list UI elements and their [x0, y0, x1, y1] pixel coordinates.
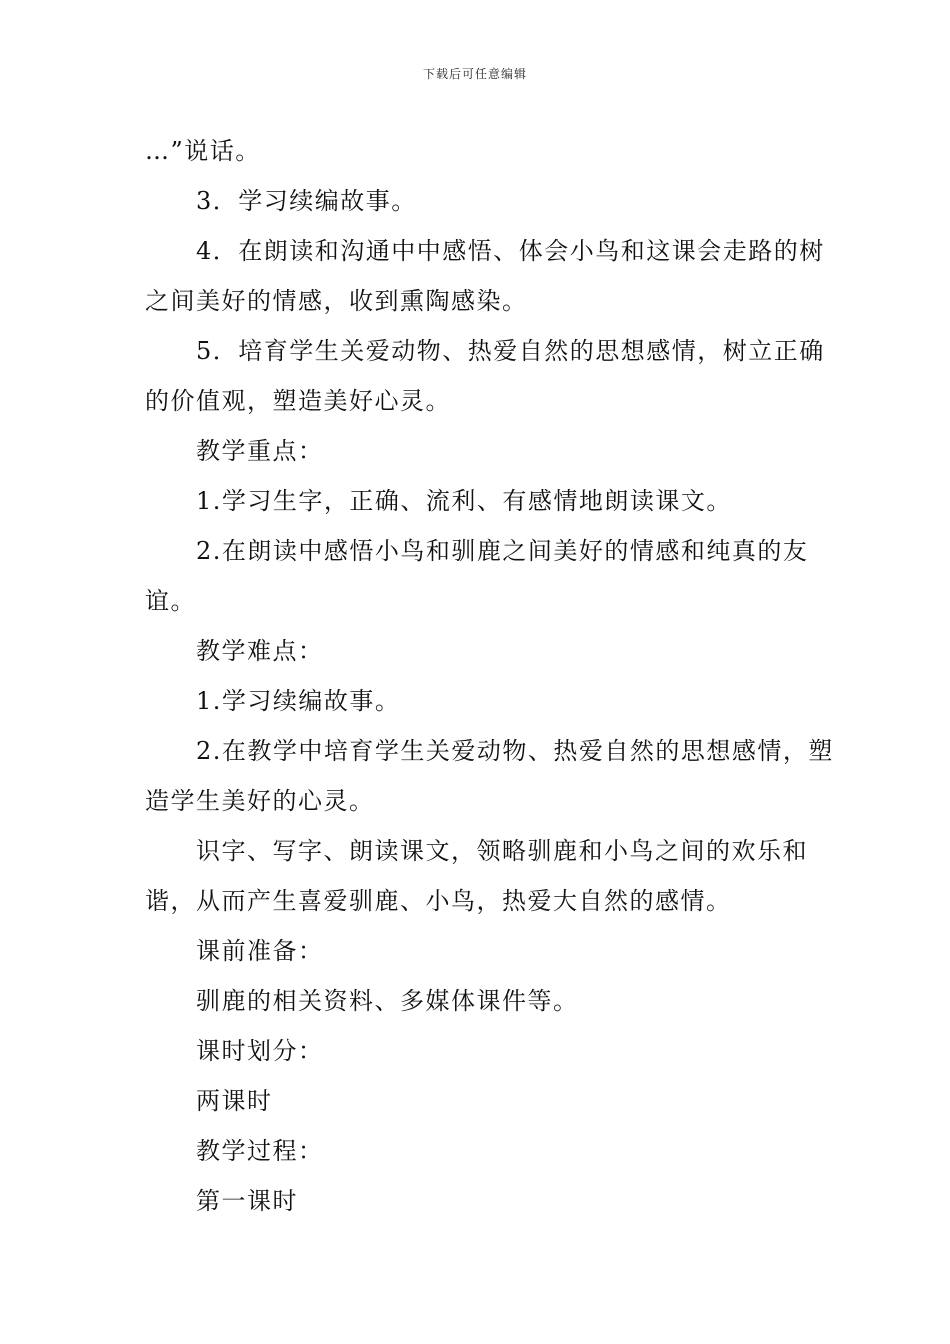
- key-point-1: 1.学习生字，正确、流利、有感情地朗读课文。: [196, 487, 732, 515]
- summary-paragraph: 识字、写字、朗读课文，领略驯鹿和小鸟之间的欢乐和谐，从而产生喜爱驯鹿、小鸟，热爱大自然的感情。: [145, 837, 808, 915]
- objective-5: 5．培育学生关爱动物、热爱自然的思想感情，树立正确的价值观，塑造美好心灵。: [145, 337, 825, 415]
- section-heading-process: 教学过程：: [196, 1137, 324, 1165]
- difficulty-2: 2.在教学中培育学生关爱动物、热爱自然的思想感情，塑造学生美好的心灵。: [145, 737, 834, 815]
- preparation-text: 驯鹿的相关资料、多媒体课件等。: [196, 987, 579, 1015]
- section-heading-key-points: 教学重点：: [196, 437, 324, 465]
- section-heading-preparation: 课前准备：: [196, 937, 324, 965]
- periods-text: 两课时: [196, 1087, 273, 1115]
- paragraph-continuation: …”说话。: [145, 137, 261, 165]
- section-heading-periods: 课时划分：: [196, 1037, 324, 1065]
- difficulty-1: 1.学习续编故事。: [196, 687, 401, 715]
- section-heading-difficulties: 教学难点：: [196, 637, 324, 665]
- objective-4: 4．在朗读和沟通中中感悟、体会小鸟和这课会走路的树之间美好的情感，收到熏陶感染。: [145, 237, 825, 315]
- document-body: [145, 126, 835, 1226]
- page-header: 下载后可任意编辑: [422, 67, 527, 81]
- objective-3: 3．学习续编故事。: [196, 187, 417, 215]
- first-period-heading: 第一课时: [196, 1187, 298, 1215]
- key-point-2: 2.在朗读中感悟小鸟和驯鹿之间美好的情感和纯真的友谊。: [145, 537, 809, 615]
